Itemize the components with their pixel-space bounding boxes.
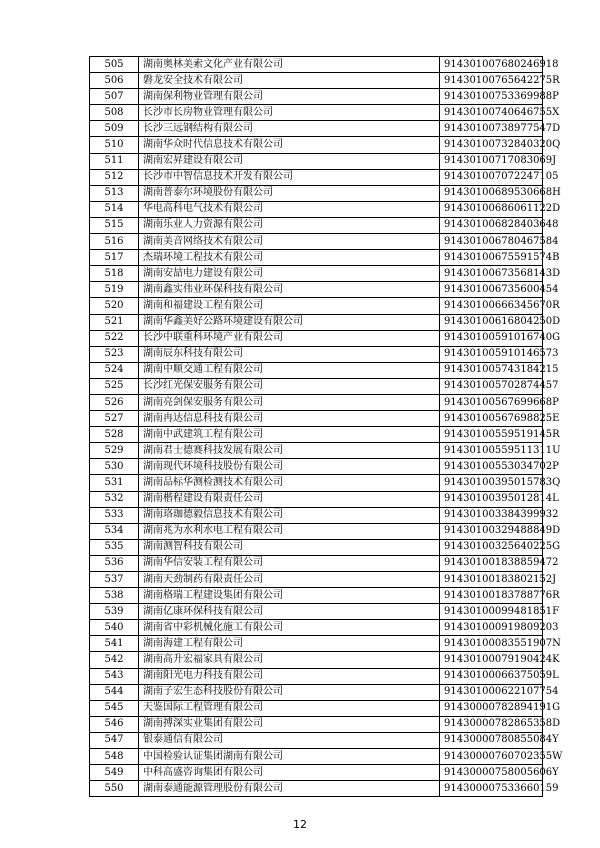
row-number-cell: 508: [90, 105, 139, 121]
credit-code-cell: 914301005743184215: [440, 362, 543, 378]
company-name-cell: 湖南鑫实伟业环保科技有限公司: [139, 282, 440, 298]
row-number-cell: 522: [90, 330, 139, 346]
credit-code-cell: 914301006780467584: [440, 234, 543, 250]
table-row: [90, 781, 543, 797]
company-name-cell: 湖南美音网络技术有限公司: [139, 234, 440, 250]
credit-code-cell: 91430100559511311U: [440, 443, 543, 459]
row-number-cell: 546: [90, 716, 139, 732]
row-number-cell: 539: [90, 604, 139, 620]
company-name-cell: 中国检验认证集团湖南有限公司: [139, 749, 440, 765]
row-number-cell: 517: [90, 250, 139, 266]
row-number-cell: 516: [90, 234, 139, 250]
company-name-cell: 湖南亮剑保安服务有限公司: [139, 394, 440, 410]
row-number-cell: 507: [90, 89, 139, 105]
row-number-cell: 511: [90, 153, 139, 169]
company-name-cell: 湖南阳光电力科技有限公司: [139, 668, 440, 684]
table-row: [90, 121, 543, 137]
table-row: [90, 217, 543, 233]
company-name-cell: 湖南保利物业管理有限公司: [139, 89, 440, 105]
row-number-cell: 518: [90, 266, 139, 282]
row-number-cell: 532: [90, 491, 139, 507]
credit-code-cell: 914301000919809203: [440, 620, 543, 636]
row-number-cell: 538: [90, 588, 139, 604]
table-row: [90, 330, 543, 346]
company-name-cell: 银泰通信有限公司: [139, 732, 440, 748]
row-number-cell: 528: [90, 427, 139, 443]
company-name-cell: 湖南君士德赛科技发展有限公司: [139, 443, 440, 459]
row-number-cell: 542: [90, 652, 139, 668]
company-name-cell: 湖南普泰尔环境股份有限公司: [139, 185, 440, 201]
credit-code-cell: 91430100686061122D: [440, 201, 543, 217]
row-number-cell: 514: [90, 201, 139, 217]
table-row: [90, 153, 543, 169]
company-name-cell: 湖南冉达信息科技有限公司: [139, 411, 440, 427]
table-row: [90, 765, 543, 781]
company-name-cell: 湖南子宏生态科技股份有限公司: [139, 684, 440, 700]
company-name-cell: 磐龙安全技术有限公司: [139, 73, 440, 89]
table-row: [90, 652, 543, 668]
company-name-cell: 湖南珞珈德毅信息技术有限公司: [139, 507, 440, 523]
company-name-cell: 华电高科电气技术有限公司: [139, 201, 440, 217]
credit-code-cell: 91430000780855084Y: [440, 732, 543, 748]
credit-code-cell: 91430100329488849D: [440, 523, 543, 539]
row-number-cell: 524: [90, 362, 139, 378]
table-row: [90, 266, 543, 282]
table-row: [90, 620, 543, 636]
company-name-cell: 湖南亿康环保科技有限公司: [139, 604, 440, 620]
table-row: [90, 185, 543, 201]
credit-code-cell: 91430100616804250D: [440, 314, 543, 330]
table-row: [90, 749, 543, 765]
credit-code-cell: 91430100666345670R: [440, 298, 543, 314]
table-row: [90, 555, 543, 571]
company-name-cell: 湖南高升宏福家具有限公司: [139, 652, 440, 668]
table-row: [90, 250, 543, 266]
credit-code-cell: 91430100591016740G: [440, 330, 543, 346]
row-number-cell: 512: [90, 169, 139, 185]
credit-code-cell: 914301001838859472: [440, 555, 543, 571]
table-row: [90, 523, 543, 539]
row-number-cell: 550: [90, 781, 139, 797]
table-row: [90, 411, 543, 427]
registry-table-body: [90, 57, 563, 797]
company-name-cell: 长沙红光保安服务有限公司: [139, 378, 440, 394]
company-name-cell: 长沙三远钢结构有限公司: [139, 121, 440, 137]
table-row: [90, 362, 543, 378]
table-row: [90, 636, 543, 652]
credit-code-cell: 91430100753369988P: [440, 89, 543, 105]
company-name-cell: 湖南天劲制药有限责任公司: [139, 572, 440, 588]
table-row: [90, 459, 543, 475]
company-name-cell: 湖南格瑞工程建设集团有限公司: [139, 588, 440, 604]
company-name-cell: 湖南华众时代信息技术有限公司: [139, 137, 440, 153]
company-name-cell: 湖南华信安装工程有限公司: [139, 555, 440, 571]
row-number-cell: 533: [90, 507, 139, 523]
table-row: [90, 169, 543, 185]
company-name-cell: 杰瑞环境工程技术有限公司: [139, 250, 440, 266]
company-name-cell: 长沙中联重科环境产业有限公司: [139, 330, 440, 346]
company-name-cell: 湖南测智科技有限公司: [139, 539, 440, 555]
table-row: [90, 716, 543, 732]
credit-code-cell: 91430000782894191G: [440, 700, 543, 716]
table-row: [90, 234, 543, 250]
table-row: [90, 475, 543, 491]
credit-code-cell: 91430000760702355W: [440, 749, 543, 765]
table-row: [90, 137, 543, 153]
credit-code-cell: 91430100567698825E: [440, 411, 543, 427]
credit-code-cell: 91430000758005606Y: [440, 765, 543, 781]
table-row: [90, 298, 543, 314]
credit-code-cell: 91430100183788776R: [440, 588, 543, 604]
company-name-cell: 中科高盛咨询集团有限公司: [139, 765, 440, 781]
credit-code-cell: 914300007533660159: [440, 781, 543, 797]
row-number-cell: 543: [90, 668, 139, 684]
row-number-cell: 537: [90, 572, 139, 588]
row-number-cell: 541: [90, 636, 139, 652]
company-name-cell: 湖南和福建设工程有限公司: [139, 298, 440, 314]
company-name-cell: 湖南搏深实业集团有限公司: [139, 716, 440, 732]
table-row: [90, 507, 543, 523]
row-number-cell: 520: [90, 298, 139, 314]
table-row: [90, 314, 543, 330]
credit-code-cell: 914301006735600454: [440, 282, 543, 298]
credit-code-cell: 91430100395012814L: [440, 491, 543, 507]
company-name-cell: 湖南兆为水利水电工程有限公司: [139, 523, 440, 539]
credit-code-cell: 91430100083551907N: [440, 636, 543, 652]
credit-code-cell: 91430100738977547D: [440, 121, 543, 137]
row-number-cell: 548: [90, 749, 139, 765]
table-row: [90, 443, 543, 459]
row-number-cell: 536: [90, 555, 139, 571]
company-name-cell: 长沙市长房物业管理有限公司: [139, 105, 440, 121]
credit-code-cell: 914301000622107754: [440, 684, 543, 700]
credit-code-cell: 91430100689530668H: [440, 185, 543, 201]
credit-code-cell: 914301007072247105: [440, 169, 543, 185]
credit-code-cell: 91430100079190424K: [440, 652, 543, 668]
row-number-cell: 510: [90, 137, 139, 153]
table-row: [90, 604, 543, 620]
credit-code-cell: 91430000782865358D: [440, 716, 543, 732]
credit-code-cell: 91430100732840320Q: [440, 137, 543, 153]
table-row: [90, 57, 543, 73]
row-number-cell: 506: [90, 73, 139, 89]
row-number-cell: 515: [90, 217, 139, 233]
table-row: [90, 491, 543, 507]
company-name-cell: 湖南泰通能源管理股份有限公司: [139, 781, 440, 797]
row-number-cell: 527: [90, 411, 139, 427]
company-name-cell: 湖南现代环境科技股份有限公司: [139, 459, 440, 475]
table-row: [90, 668, 543, 684]
company-name-cell: 湖南华鑫美好公路环境建设有限公司: [139, 314, 440, 330]
credit-code-cell: 91430100675591574B: [440, 250, 543, 266]
credit-code-cell: 914301006828403648: [440, 217, 543, 233]
row-number-cell: 535: [90, 539, 139, 555]
table-row: [90, 73, 543, 89]
company-name-cell: 湖南辰东科技有限公司: [139, 346, 440, 362]
credit-code-cell: 91430100765642275R: [440, 73, 543, 89]
company-name-cell: 湖南奥林美索文化产业有限公司: [139, 57, 440, 73]
row-number-cell: 534: [90, 523, 139, 539]
table-row: [90, 282, 543, 298]
row-number-cell: 521: [90, 314, 139, 330]
table-row: [90, 732, 543, 748]
company-name-cell: 湖南宏昇建设有限公司: [139, 153, 440, 169]
credit-code-cell: 91430100099481851F: [440, 604, 543, 620]
row-number-cell: 519: [90, 282, 139, 298]
credit-code-cell: 91430100567699668P: [440, 394, 543, 410]
credit-code-cell: 91430100740646755X: [440, 105, 543, 121]
table-row: [90, 394, 543, 410]
table-row: [90, 346, 543, 362]
row-number-cell: 529: [90, 443, 139, 459]
credit-code-cell: 91430100183802152J: [440, 572, 543, 588]
credit-code-cell: 91430100717083069J: [440, 153, 543, 169]
table-row: [90, 201, 543, 217]
company-name-cell: 天鉴国际工程管理有限公司: [139, 700, 440, 716]
company-name-cell: 湖南乐业人力资源有限公司: [139, 217, 440, 233]
row-number-cell: 547: [90, 732, 139, 748]
credit-code-cell: 91430100553034702P: [440, 459, 543, 475]
company-name-cell: 湖南省中彩机械化施工有限公司: [139, 620, 440, 636]
row-number-cell: 540: [90, 620, 139, 636]
credit-code-cell: 914301005702874457: [440, 378, 543, 394]
credit-code-cell: 914301007680246918: [440, 57, 543, 73]
credit-code-cell: 91430100066375059L: [440, 668, 543, 684]
row-number-cell: 545: [90, 700, 139, 716]
row-number-cell: 525: [90, 378, 139, 394]
row-number-cell: 544: [90, 684, 139, 700]
table-row: [90, 588, 543, 604]
company-name-cell: 湖南中顺交通工程有限公司: [139, 362, 440, 378]
credit-code-cell: 91430100325640225G: [440, 539, 543, 555]
table-row: [90, 684, 543, 700]
row-number-cell: 526: [90, 394, 139, 410]
company-name-cell: 长沙市中智信息技术开发有限公司: [139, 169, 440, 185]
registry-sheet: [89, 56, 563, 797]
company-name-cell: 湖南海建工程有限公司: [139, 636, 440, 652]
company-name-cell: 湖南中武建筑工程有限公司: [139, 427, 440, 443]
row-number-cell: 523: [90, 346, 139, 362]
company-name-cell: 湖南楷程建设有限责任公司: [139, 491, 440, 507]
credit-code-cell: 91430100559519145R: [440, 427, 543, 443]
table-row: [90, 427, 543, 443]
table-row: [90, 378, 543, 394]
row-number-cell: 513: [90, 185, 139, 201]
row-number-cell: 530: [90, 459, 139, 475]
company-registry-table: [89, 56, 563, 797]
company-name-cell: 湖南品标华测检测技术有限公司: [139, 475, 440, 491]
table-row: [90, 539, 543, 555]
credit-code-cell: 914301005910146573: [440, 346, 543, 362]
table-row: [90, 700, 543, 716]
row-number-cell: 509: [90, 121, 139, 137]
row-number-cell: 549: [90, 765, 139, 781]
credit-code-cell: 91430100673568143D: [440, 266, 543, 282]
credit-code-cell: 914301003384399932: [440, 507, 543, 523]
row-number-cell: 531: [90, 475, 139, 491]
table-row: [90, 105, 543, 121]
credit-code-cell: 91430100395015783Q: [440, 475, 543, 491]
page-number: 12: [293, 818, 307, 831]
table-row: [90, 572, 543, 588]
table-row: [90, 89, 543, 105]
company-name-cell: 湖南安喆电力建设有限公司: [139, 266, 440, 282]
row-number-cell: 505: [90, 57, 139, 73]
